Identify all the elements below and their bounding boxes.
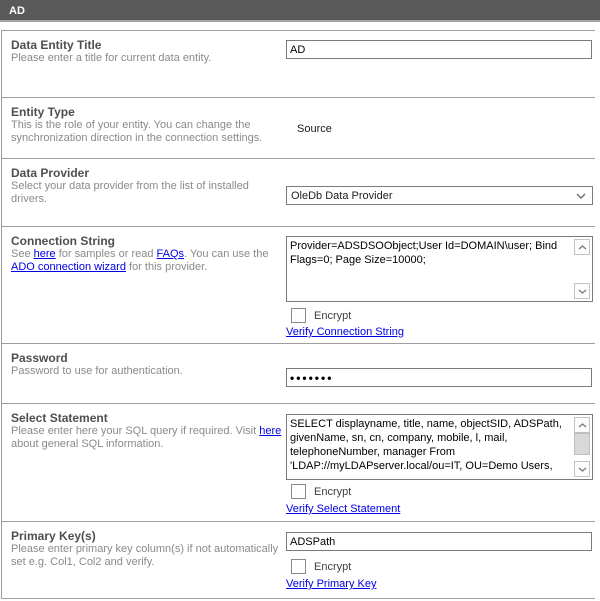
description-text: See <box>11 248 34 260</box>
section-connection-string <box>2 227 595 344</box>
page-header <box>0 0 600 22</box>
faqs-link[interactable]: FAQs <box>156 248 185 260</box>
select-statement-textarea[interactable] <box>286 414 593 480</box>
encrypt-checkbox[interactable] <box>291 484 306 499</box>
samples-here-link[interactable]: here <box>33 248 56 260</box>
section-title: Select Statement <box>11 411 108 425</box>
chevron-down-icon <box>576 193 586 199</box>
section-primary-keys <box>2 522 595 599</box>
description-text: . You can use the <box>184 248 269 260</box>
section-description: Password to use for authentication. <box>11 365 183 377</box>
section-title: Data Provider <box>11 166 90 180</box>
description-text: about general SQL information. <box>11 438 164 450</box>
section-description: This is the role of your entity. You can change the synchronization direction in the connection settings. <box>11 119 263 144</box>
chevron-down-icon <box>578 289 587 294</box>
encrypt-label: Encrypt <box>314 309 352 322</box>
encrypt-row <box>291 484 351 499</box>
data-provider-select[interactable] <box>286 186 593 205</box>
section-data-entity-title <box>2 31 595 98</box>
section-title: Entity Type <box>11 105 75 119</box>
settings-panel <box>1 30 595 599</box>
connection-string-textarea[interactable] <box>286 236 593 302</box>
section-description <box>11 248 283 274</box>
encrypt-checkbox[interactable] <box>291 308 306 323</box>
section-description <box>11 425 283 451</box>
encrypt-checkbox[interactable] <box>291 559 306 574</box>
scrollbar[interactable] <box>574 239 590 299</box>
section-title: Password <box>11 351 68 365</box>
section-description: Select your data provider from the list of installed drivers. <box>11 180 249 205</box>
password-input[interactable] <box>286 368 592 387</box>
encrypt-row <box>291 559 351 574</box>
section-description: Please enter primary key column(s) if not automatically set e.g. Col1, Col2 and verify. <box>11 543 279 568</box>
scrollbar-thumb[interactable] <box>574 433 590 455</box>
section-entity-type <box>2 98 595 159</box>
ado-connection-wizard-link[interactable]: ADO connection wizard <box>11 261 126 273</box>
page-title: AD <box>9 5 25 17</box>
verify-primary-key-link[interactable]: Verify Primary Key <box>286 578 377 590</box>
encrypt-label: Encrypt <box>314 560 352 573</box>
description-text: for samples or read <box>55 248 157 260</box>
section-description: Please enter a title for current data entity. <box>11 52 212 64</box>
section-title: Data Entity Title <box>11 38 102 52</box>
chevron-down-icon <box>578 467 587 472</box>
section-title: Connection String <box>11 234 115 248</box>
primary-keys-input[interactable] <box>286 532 592 551</box>
section-title: Primary Key(s) <box>11 529 96 543</box>
scrollbar[interactable] <box>574 417 590 477</box>
entity-type-value: Source <box>297 123 332 135</box>
chevron-up-icon <box>578 245 587 250</box>
data-entity-title-input[interactable] <box>286 40 592 59</box>
section-data-provider <box>2 159 595 227</box>
encrypt-row <box>291 308 351 323</box>
select-statement-value: SELECT displayname, title, name, objectSID, ADSPath, givenName, sn, cn, company, mobile, l, mail, telephoneNumber, manager From 'LDAP://myLDAPserver.local/ou=IT, OU=Demo Users, <box>290 418 562 472</box>
connection-string-value: Provider=ADSDSOObject;User Id=DOMAIN\user; Bind Flags=0; Page Size=10000; <box>290 240 558 266</box>
scroll-down-button[interactable] <box>574 283 590 299</box>
description-text: for this provider. <box>125 261 208 273</box>
scroll-up-button[interactable] <box>574 417 590 433</box>
chevron-up-icon <box>578 423 587 428</box>
verify-connection-string-link[interactable]: Verify Connection String <box>286 326 405 338</box>
verify-select-statement-link[interactable]: Verify Select Statement <box>286 503 401 515</box>
description-text: Please enter here your SQL query if required. Visit <box>11 425 260 437</box>
scroll-up-button[interactable] <box>574 239 590 255</box>
selected-option: OleDb Data Provider <box>291 189 393 202</box>
sql-here-link[interactable]: here <box>259 425 282 437</box>
section-select-statement <box>2 404 595 522</box>
section-password <box>2 344 595 404</box>
encrypt-label: Encrypt <box>314 485 352 498</box>
scroll-down-button[interactable] <box>574 461 590 477</box>
